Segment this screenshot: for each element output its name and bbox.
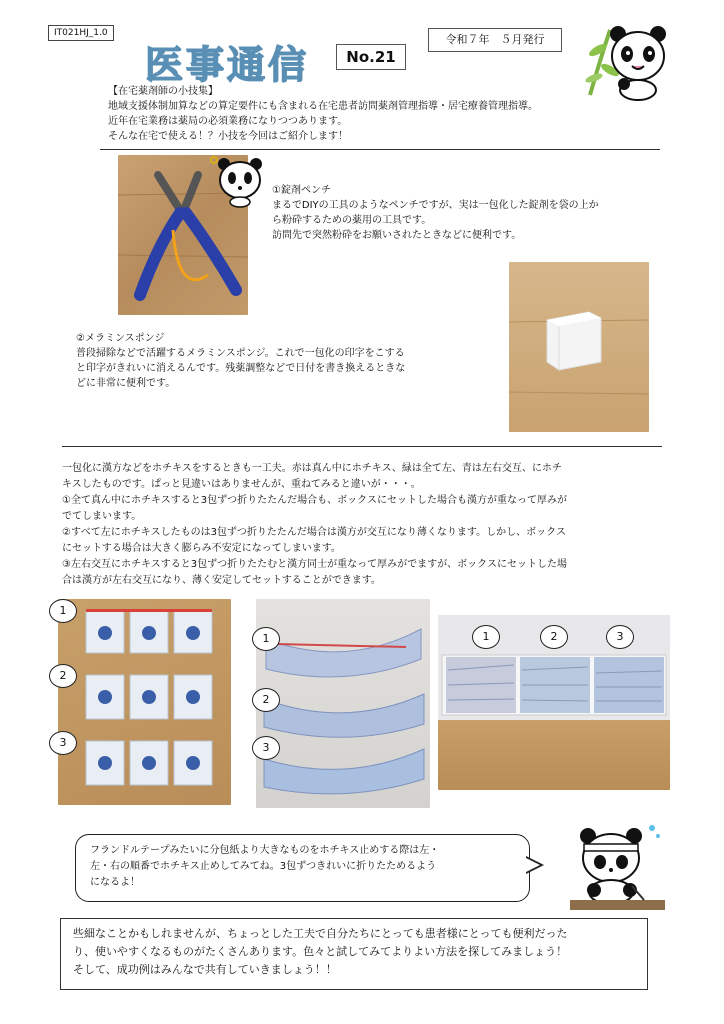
tool2-text: と印字がきれいに消えるんです。残薬調整などで日付を書き換えるときな [76, 363, 406, 374]
divider [62, 446, 662, 447]
intro-section [108, 84, 538, 144]
bubble-text: になるよ！ [90, 877, 140, 888]
stapling-text: にセットする場合は大きく膨らみ不安定になってしまいます。 [62, 543, 341, 554]
stapling-text: ②すべて左にホチキスしたものは3包ずつ折りたたんだ場合は漢方が交互になり薄くなります。しかし、ボックス [62, 527, 567, 538]
intro-line: そんな在宅で使える！？小技を今回はご紹介します！ [108, 131, 348, 142]
stapling-text: ①全て真ん中にホチキスすると3包ずつ折りたたんだ場合も、ボックスにセットした場合も漢方が重なって厚みが [62, 495, 568, 506]
photo2-label-1: 1 [252, 627, 280, 651]
tool2-text: どに非常に便利です。 [76, 378, 176, 389]
tool1-text: ら粉砕するための薬用の工具です。 [272, 215, 432, 226]
panda-writing-mascot [560, 820, 670, 912]
photo2-label-3: 3 [252, 736, 280, 760]
tool1-text: 訪問先で突然粉砕をお願いされたときなどに便利です。 [272, 230, 522, 241]
panda-bamboo-mascot [580, 20, 680, 102]
document-code: IT021HJ_1.0 [48, 25, 114, 41]
speech-bubble [75, 834, 530, 902]
tool1-text: まるでDIYの工具のようなペンチですが、実は一包化した錠剤を袋の上か [272, 200, 599, 211]
stapling-text: 一包化に漢方などをホチキスをするときも一工夫。赤は真ん中にホチキス、緑は全て左、青は左右交互、にホチ [62, 463, 562, 474]
stapling-text: キスしたものです。ぱっと見違いはありませんが、重ねてみると違いが・・・。 [62, 479, 421, 490]
stapling-text: でてしまいます。 [62, 511, 142, 522]
photo2-label-2: 2 [252, 688, 280, 712]
tool2-title: ②メラミンスポンジ [76, 333, 165, 344]
tool1-section [272, 183, 672, 243]
bubble-text: フランドルテープみたいに分包紙より大きなものをホチキス止めする際は左・ [90, 845, 440, 856]
folded-packets-photo [256, 599, 430, 808]
tool2-section [76, 331, 496, 391]
photo3-label-3: 3 [606, 625, 634, 649]
closing-text: そして、成功例はみんなで共有していきましょう！！ [73, 963, 337, 976]
stapling-section [62, 461, 672, 589]
stapling-text: 合は漢方が左右交互になり、薄く安定してセットすることができます。 [62, 575, 381, 586]
stapling-text: ③左右交互にホチキスすると3包ずつ折りたたむと漢方同士が重なって厚みがでますが、ボックスにセットした場 [62, 559, 568, 570]
issue-date: 令和７年 ５月発行 [428, 28, 562, 52]
tool2-text: 普段掃除などで活躍するメラミンスポンジ。これで一包化の印字をこする [76, 348, 405, 359]
photo3-label-2: 2 [540, 625, 568, 649]
intro-line: 近年在宅業務は薬局の必須業務になりつつあります。 [108, 116, 348, 127]
stapled-packets-photo [58, 599, 231, 805]
panda-thinking-mascot [210, 150, 270, 208]
newsletter-title: 医事通信 [145, 43, 310, 87]
melamine-sponge-photo [509, 262, 649, 432]
issue-number: No.21 [336, 44, 406, 70]
photo1-label-2: 2 [49, 664, 77, 688]
bubble-tail-inner [526, 858, 540, 872]
intro-heading: 【在宅薬剤師の小技集】 [108, 86, 218, 97]
tool1-title: ①錠剤ペンチ [272, 185, 331, 196]
photo3-label-1: 1 [472, 625, 500, 649]
divider [100, 149, 660, 150]
closing-text: 些細なことかもしれませんが、ちょっとした工夫で自分たちにとっても患者様にとっても便利だった [73, 927, 568, 940]
photo1-label-1: 1 [49, 599, 77, 623]
closing-text: り、使いやすくなるものがたくさんあります。色々と試してみてよりよい方法を探してみましょう！ [73, 945, 568, 958]
intro-line: 地域支援体制加算などの算定要件にも含まれる在宅患者訪問薬剤管理指導・居宅療養管理指導。 [108, 101, 538, 112]
closing-box [60, 918, 648, 990]
photo1-label-3: 3 [49, 731, 77, 755]
bubble-text: 左・右の順番でホチキス止めしてみてね。3包ずつきれいに折りたためるよう [90, 861, 437, 872]
